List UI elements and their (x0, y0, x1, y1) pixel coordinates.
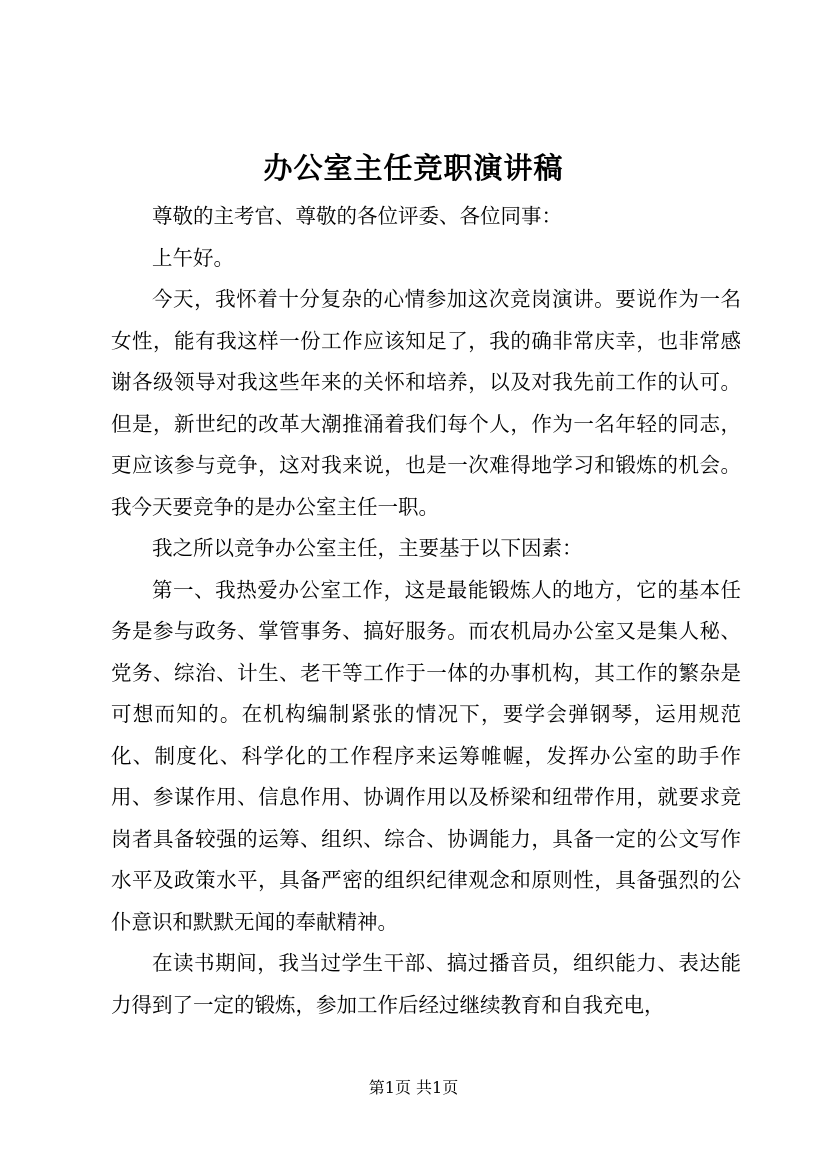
document-title: 办公室主任竞职演讲稿 (263, 151, 564, 185)
paragraph-reasons-lead: 我之所以竞争办公室主任，主要基于以下因素： (152, 536, 583, 560)
document-body (111, 196, 741, 1026)
paragraph-experience: 在读书期间，我当过学生干部、搞过播音员，组织能力、表达能力得到了一定的锻炼，参加工作后经过继续教育和自我充电， (111, 951, 741, 1017)
paragraph-greeting: 上午好。 (152, 245, 234, 270)
paragraph-reason-one: 第一、我热爱办公室工作，这是最能锻炼人的地方，它的基本任务是参与政务、掌管事务、搞好服务。而农机局办公室又是集人秘、党务、综治、计生、老干等工作于一体的办事机构，其工作的繁杂是可想而知的。在机构编制紧张的情况下，要学会弹钢琴，运用规范化、制度化、科学化的工作程序来运筹帷幄，发挥办公室的助手作用、参谋作用、信息作用、协调作用以及桥梁和纽带作用，就要求竞岗者具备较强的运筹、组织、综合、协调能力，具备一定的公文写作水平及政策水平，具备严密的组织纪律观念和原则性，具备强烈的公仆意识和默默无闻的奉献精神。 (111, 577, 741, 934)
paragraph-salutation: 尊敬的主考官、尊敬的各位评委、各位同事： (152, 204, 562, 228)
page-footer: 第1页 共1页 (368, 1078, 459, 1097)
paragraph-intro: 今天，我怀着十分复杂的心情参加这次竞岗演讲。要说作为一名女性，能有我这样一份工作应该知足了，我的确非常庆幸，也非常感谢各级领导对我这些年来的关怀和培养，以及对我先前工作的认可。但是，新世纪的改革大潮推涌着我们每个人，作为一名年轻的同志，更应该参与竞争，这对我来说，也是一次难得地学习和锻炼的机会。我今天要竞争的是办公室主任一职。 (111, 287, 741, 519)
